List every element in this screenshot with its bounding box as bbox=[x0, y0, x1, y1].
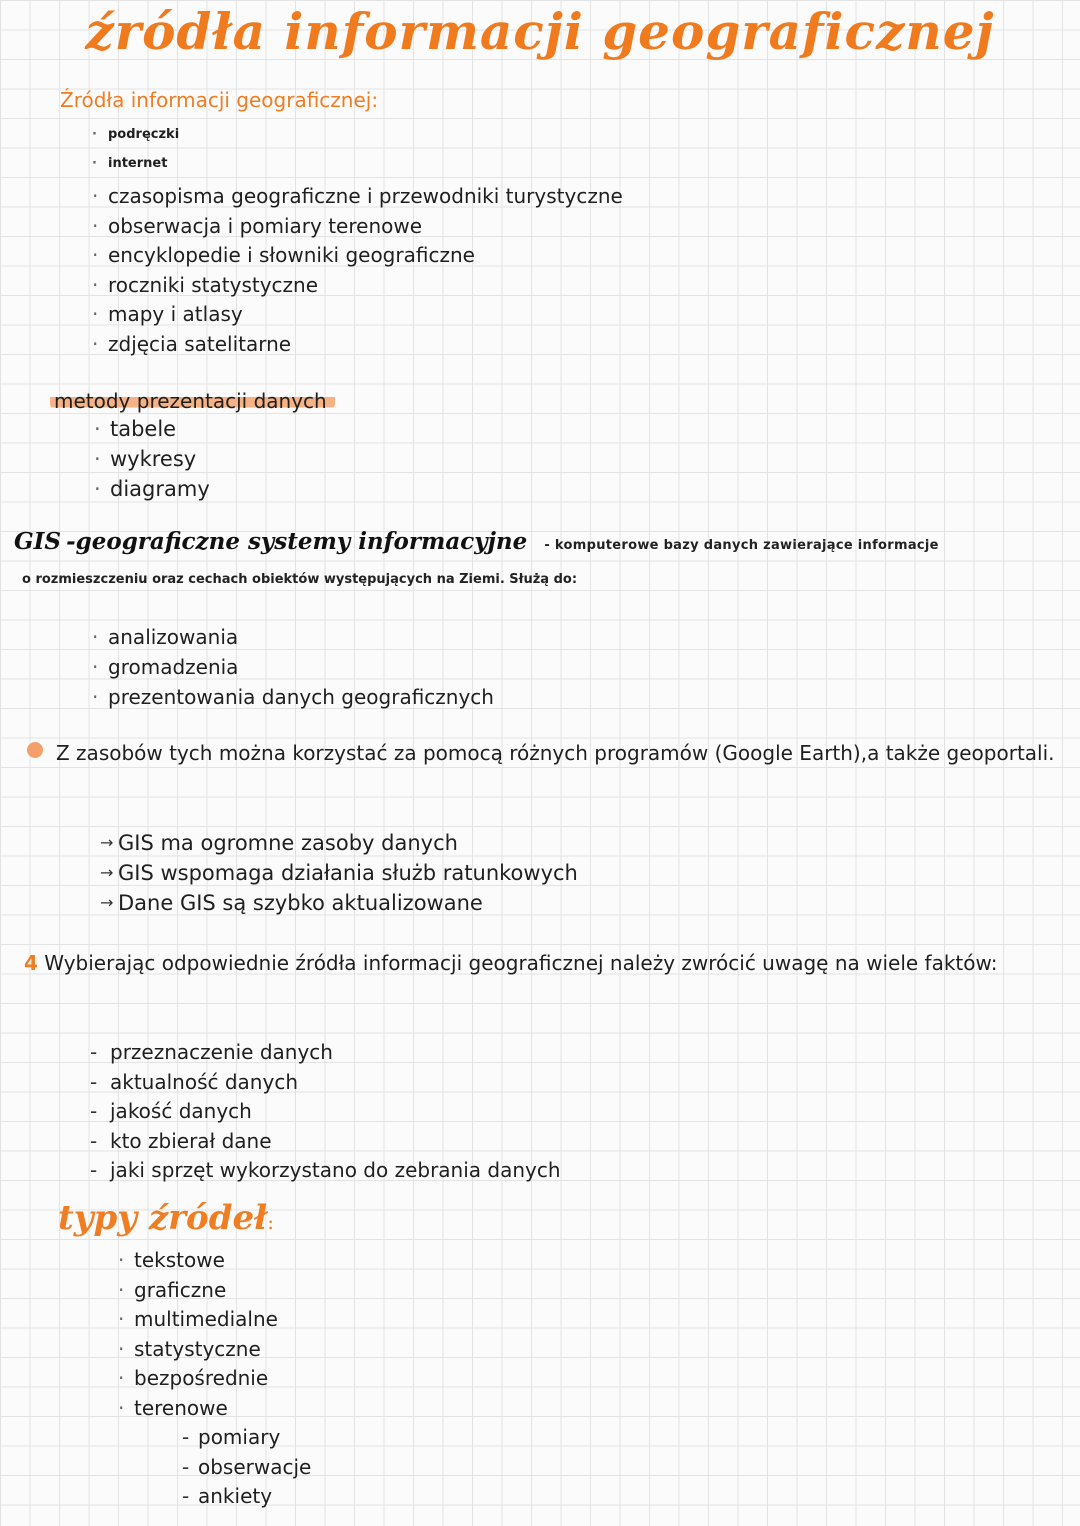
list-item: - kto zbierał dane bbox=[90, 1127, 561, 1157]
list-item: → GIS ma ogromne zasoby danych bbox=[108, 828, 578, 858]
list-item: · gromadzenia bbox=[92, 652, 494, 682]
choosing-text: Wybierając odpowiednie źródła informacji geograficznej należy zwrócić uwagę na wiele faktów: bbox=[44, 951, 998, 975]
terenowe-sublist bbox=[182, 1423, 311, 1512]
choosing-paragraph bbox=[24, 948, 1054, 978]
list-item: · multimedialne bbox=[118, 1305, 278, 1335]
gis-definition-part1: - komputerowe bazy danych zawierające informacje bbox=[544, 538, 939, 553]
list-item: - obserwacje bbox=[182, 1453, 311, 1483]
types-heading: typy źródeł: bbox=[58, 1198, 274, 1238]
types-list bbox=[118, 1246, 278, 1423]
list-item: · internet bbox=[92, 153, 623, 182]
resources-note: Z zasobów tych można korzystać za pomocą różnych programów (Google Earth),a także geoportali. bbox=[56, 741, 1055, 765]
list-item: · diagramy bbox=[94, 474, 210, 504]
list-item: · tabele bbox=[94, 414, 210, 444]
paragraph-marker: 4 bbox=[24, 951, 38, 975]
list-item: · czasopisma geograficzne i przewodniki turystyczne bbox=[92, 182, 623, 212]
list-item: · mapy i atlasy bbox=[92, 300, 623, 330]
list-item: · statystyczne bbox=[118, 1335, 278, 1365]
list-item: → Dane GIS są szybko aktualizowane bbox=[108, 888, 578, 918]
list-item: · tekstowe bbox=[118, 1246, 278, 1276]
list-item: - przeznaczenie danych bbox=[90, 1038, 561, 1068]
page-title: źródła informacji geograficznej bbox=[85, 2, 995, 61]
list-item: · roczniki statystyczne bbox=[92, 271, 623, 301]
list-item: - jaki sprzęt wykorzystano do zebrania danych bbox=[90, 1156, 561, 1186]
list-item: · analizowania bbox=[92, 622, 494, 652]
list-item: - jakość danych bbox=[90, 1097, 561, 1127]
list-item: → GIS wspomaga działania służb ratunkowych bbox=[108, 858, 578, 888]
gis-definition-line bbox=[14, 528, 939, 555]
sources-heading: Źródła informacji geograficznej: bbox=[60, 88, 379, 112]
list-item: · graficzne bbox=[118, 1276, 278, 1306]
list-item: - aktualność danych bbox=[90, 1068, 561, 1098]
list-item: - pomiary bbox=[182, 1423, 311, 1453]
methods-list bbox=[94, 414, 210, 504]
list-item: · zdjęcia satelitarne bbox=[92, 330, 623, 360]
list-item: · prezentowania danych geograficznych bbox=[92, 682, 494, 712]
factors-list bbox=[90, 1038, 561, 1186]
gis-facts-list bbox=[108, 828, 578, 918]
list-item: · encyklopedie i słowniki geograficzne bbox=[92, 241, 623, 271]
methods-heading: metody prezentacji danych bbox=[50, 387, 335, 413]
list-item: · terenowe bbox=[118, 1394, 278, 1424]
list-item: · podręczki bbox=[92, 124, 623, 153]
list-item: - ankiety bbox=[182, 1482, 311, 1512]
gis-uses-list bbox=[92, 622, 494, 712]
gis-abbr: GIS bbox=[14, 528, 62, 555]
list-item: · bezpośrednie bbox=[118, 1364, 278, 1394]
gis-term: -geograficzne systemy informacyjne bbox=[66, 528, 528, 555]
gis-definition-part2: o rozmieszczeniu oraz cechach obiektów występujących na Ziemi. Służą do: bbox=[22, 572, 578, 587]
list-item: · wykresy bbox=[94, 444, 210, 474]
list-item: · obserwacja i pomiary terenowe bbox=[92, 212, 623, 242]
types-heading-text: typy źródeł bbox=[58, 1198, 268, 1238]
sources-list bbox=[92, 124, 623, 359]
